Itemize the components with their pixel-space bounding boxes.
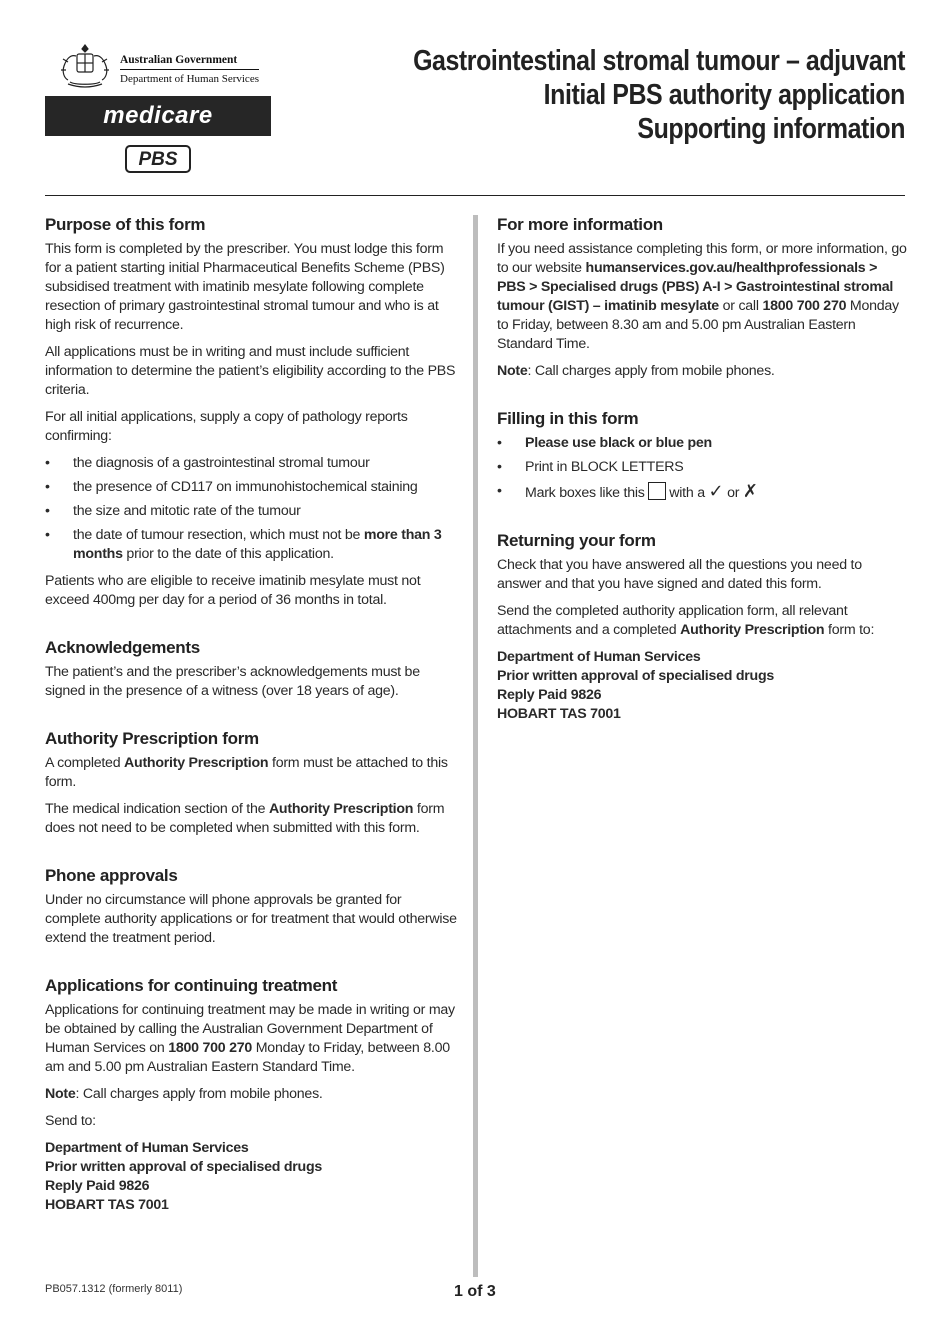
paragraph: If you need assistance completing this form, or more information, go to our website humanservices.gov.au/healthprofessionals > PBS > Specialised drugs (PBS) A-I > Gastrointestinal stromal tumour (GIST) – imatinib mesylate or call 1800 700 270 Monday to Friday, between 8.30 am and 5.00 pm Australian Eastern Standard Time. — [497, 241, 907, 352]
section-heading: Authority Prescription form — [45, 729, 259, 748]
website-link[interactable]: humanservices.gov.au/healthprofessionals > PBS > Specialised drugs (PBS) A-I > Gastrointestinal stromal tumour (GIST) – imatinib mesylate — [497, 260, 894, 314]
phone-approvals-section — [45, 866, 457, 948]
form-code: PB057.1312 (formerly 8011) — [45, 1283, 183, 1295]
tick-icon: ✓ — [708, 481, 724, 501]
section-heading: For more information — [497, 215, 663, 234]
header-divider — [45, 195, 905, 196]
list-item: • Print in BLOCK LETTERS — [497, 459, 684, 475]
instructions-list — [497, 434, 909, 503]
paragraph: A completed Authority Prescription form must be attached to this form. — [45, 755, 448, 790]
pathology-list — [45, 454, 457, 564]
paragraph: The patient’s and the prescriber’s acknowledgements must be signed in the presence of a witness (over 18 years of age). — [45, 664, 420, 699]
paragraph: Check that you have answered all the questions you need to answer and that you have signed and dated this form. — [497, 557, 862, 592]
title-line-3: Supporting information — [637, 113, 905, 145]
coat-of-arms-icon — [60, 42, 110, 88]
note: Note: Call charges apply from mobile phones. — [45, 1086, 323, 1102]
right-column — [497, 215, 909, 752]
bullet: • — [497, 435, 502, 451]
bullet: • — [497, 459, 502, 475]
section-heading: Phone approvals — [45, 866, 178, 885]
section-heading: Purpose of this form — [45, 215, 206, 234]
medicare-logo: medicare — [45, 96, 271, 136]
more-information-section — [497, 215, 909, 381]
gov-name: Australian Government — [120, 53, 259, 70]
list-item: • the diagnosis of a gastrointestinal stromal tumour — [45, 455, 370, 471]
paragraph: For all initial applications, supply a copy of pathology reports confirming: — [45, 409, 408, 444]
list-item: • the presence of CD117 on immunohistochemical staining — [45, 479, 418, 495]
list-item: • Mark boxes like this with a ✓ or ✗ — [497, 481, 758, 501]
left-column — [45, 215, 457, 1243]
bullet: • — [497, 483, 502, 499]
phone-number: 1800 700 270 — [762, 298, 847, 314]
department-name: Department of Human Services — [120, 73, 259, 85]
paragraph: The medical indication section of the Authority Prescription form does not need to be completed when submitted with this form. — [45, 801, 445, 836]
bullet: • — [45, 455, 50, 471]
australian-government-logo — [60, 42, 270, 88]
paragraph: This form is completed by the prescriber. You must lodge this form for a patient starting initial Pharmaceutical Benefits Scheme (PBS) subsidised treatment with imatinib mesylate following complete resection of primary gastrointestinal stromal tumour and who is at high risk of recurrence. — [45, 241, 445, 333]
bullet: • — [45, 527, 50, 543]
section-heading: Applications for continuing treatment — [45, 976, 338, 995]
acknowledgements-section — [45, 638, 457, 701]
list-item: • Please use black or blue pen — [497, 435, 712, 451]
note: Note: Call charges apply from mobile phones. — [497, 363, 775, 379]
paragraph: All applications must be in writing and must include sufficient information to determine the patient’s eligibility according to the PBS criteria. — [45, 344, 456, 398]
title-line-1: Gastrointestinal stromal tumour – adjuvant — [413, 45, 905, 77]
paragraph: Under no circumstance will phone approvals be granted for complete authority applications or for treatment that would otherwise extend the treatment period. — [45, 892, 457, 946]
section-heading: Acknowledgements — [45, 638, 200, 657]
postal-address: Department of Human Services Prior written approval of specialised drugs Reply Paid 9826 HOBART TAS 7001 — [45, 1140, 323, 1213]
send-to-label: Send to: — [45, 1113, 96, 1129]
bullet: • — [45, 479, 50, 495]
filling-section — [497, 409, 909, 503]
cross-icon: ✗ — [742, 481, 758, 501]
pbs-logo: PBS — [125, 145, 191, 173]
list-item: • the size and mitotic rate of the tumour — [45, 503, 301, 519]
continuing-treatment-section — [45, 976, 457, 1215]
title-line-2: Initial PBS authority application — [543, 79, 905, 111]
postal-address: Department of Human Services Prior written approval of specialised drugs Reply Paid 9826 HOBART TAS 7001 — [497, 649, 775, 722]
purpose-section — [45, 215, 457, 610]
paragraph: Applications for continuing treatment may be made in writing or may be obtained by calling the Australian Government Department of Human Services on 1800 700 270 Monday to Friday, between 8.00 am and 5.00 pm Australian Eastern Standard Time. — [45, 1002, 455, 1075]
column-divider — [473, 215, 478, 1277]
paragraph: Patients who are eligible to receive imatinib mesylate must not exceed 400mg per day for a period of 36 months in total. — [45, 573, 421, 608]
page-header — [0, 0, 950, 196]
authority-prescription-section — [45, 729, 457, 838]
returning-section — [497, 531, 909, 724]
section-heading: Filling in this form — [497, 409, 639, 428]
form-title — [333, 44, 905, 146]
list-item: • the date of tumour resection, which must not be more than 3 months prior to the date of this application. — [45, 527, 442, 562]
bullet: • — [45, 503, 50, 519]
section-heading: Returning your form — [497, 531, 656, 550]
example-checkbox — [648, 482, 666, 500]
page-number: 1 of 3 — [454, 1283, 496, 1300]
paragraph: Send the completed authority application form, all relevant attachments and a completed Authority Prescription form to: — [497, 603, 875, 638]
